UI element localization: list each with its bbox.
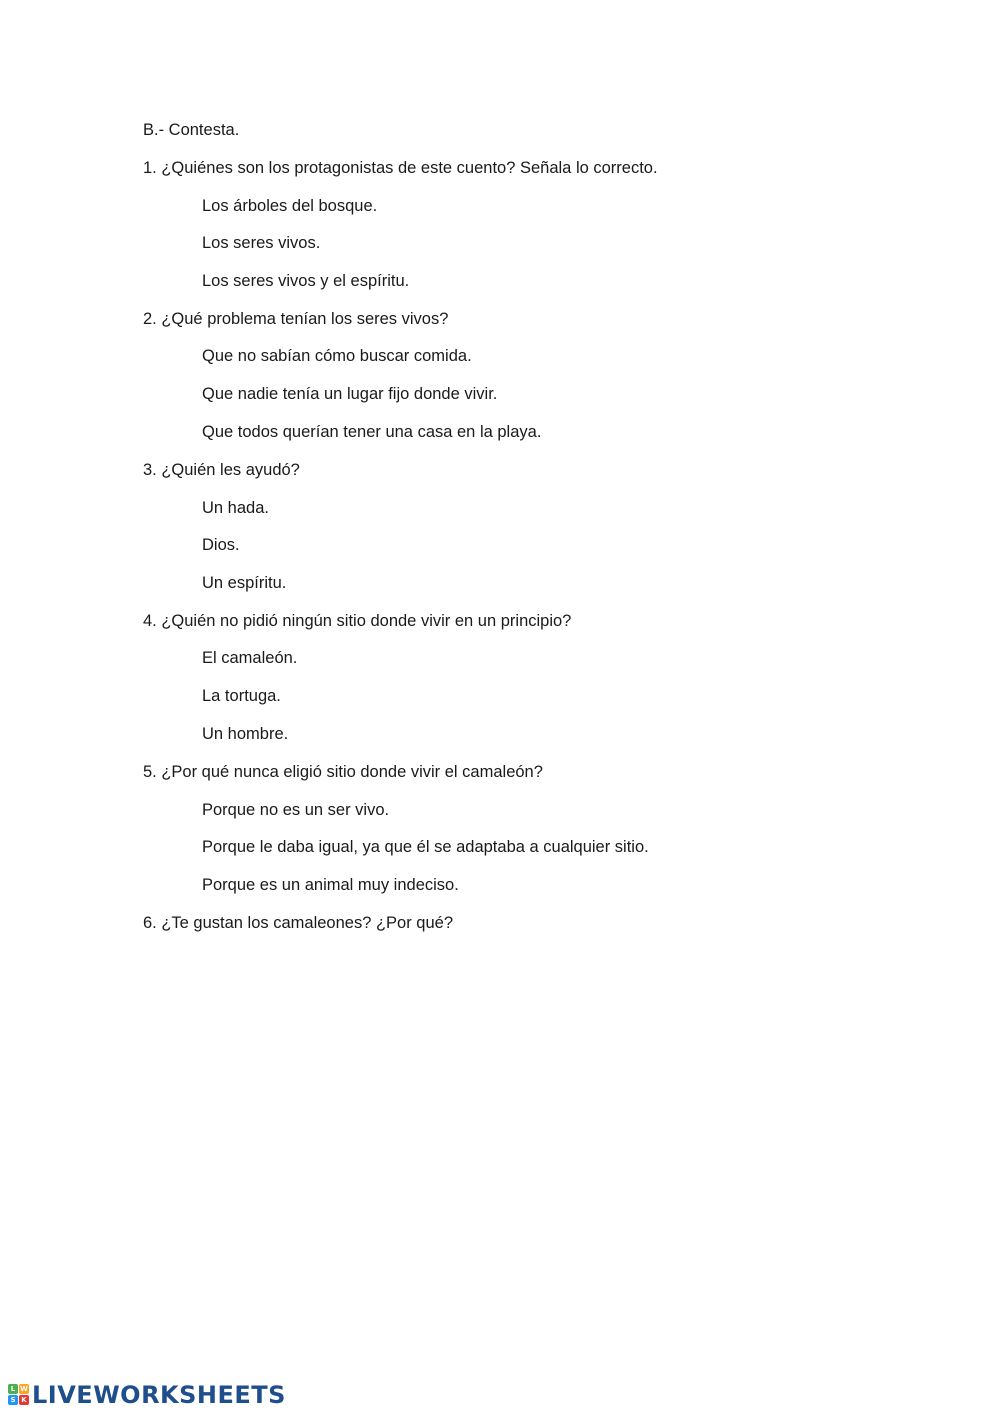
question-2-option-1[interactable]: Que no sabían cómo buscar comida.: [202, 347, 472, 365]
logo-tile-4: K: [19, 1395, 29, 1405]
question-2-option-2[interactable]: Que nadie tenía un lugar fijo donde vivir.: [202, 385, 498, 403]
logo-tile-2: W: [20, 1385, 28, 1393]
question-1-option-3[interactable]: Los seres vivos y el espíritu.: [202, 272, 410, 290]
question-4-option-1[interactable]: El camaleón.: [202, 649, 298, 667]
question-4-option-3[interactable]: Un hombre.: [202, 725, 289, 743]
question-3-option-2[interactable]: Dios.: [202, 536, 240, 554]
liveworksheets-logo-icon: [8, 1384, 30, 1406]
question-5-option-1[interactable]: Porque no es un ser vivo.: [202, 801, 390, 819]
question-2: 2. ¿Qué problema tenían los seres vivos?: [143, 310, 449, 328]
question-1-option-2[interactable]: Los seres vivos.: [202, 234, 321, 252]
question-4-option-2[interactable]: La tortuga.: [202, 687, 281, 705]
question-1-option-1[interactable]: Los árboles del bosque.: [202, 197, 378, 215]
question-6: 6. ¿Te gustan los camaleones? ¿Por qué?: [143, 914, 454, 932]
question-3: 3. ¿Quién les ayudó?: [143, 461, 300, 479]
brand-name: LIVEWORKSHEETS: [32, 1381, 286, 1409]
question-3-option-1[interactable]: Un hada.: [202, 499, 269, 517]
logo-tile-1: L: [8, 1384, 18, 1394]
question-4: 4. ¿Quién no pidió ningún sitio donde vivir en un principio?: [143, 612, 572, 630]
question-3-option-3[interactable]: Un espíritu.: [202, 574, 287, 592]
question-5: 5. ¿Por qué nunca eligió sitio donde vivir el camaleón?: [143, 763, 543, 781]
liveworksheets-brand: [8, 1382, 286, 1408]
logo-tile-3: S: [8, 1395, 18, 1405]
question-1: 1. ¿Quiénes son los protagonistas de este cuento? Señala lo correcto.: [143, 159, 658, 177]
question-5-option-2[interactable]: Porque le daba igual, ya que él se adaptaba a cualquier sitio.: [202, 838, 649, 856]
question-2-option-3[interactable]: Que todos querían tener una casa en la playa.: [202, 423, 542, 441]
section-heading: B.- Contesta.: [143, 121, 240, 139]
question-5-option-3[interactable]: Porque es un animal muy indeciso.: [202, 876, 459, 894]
